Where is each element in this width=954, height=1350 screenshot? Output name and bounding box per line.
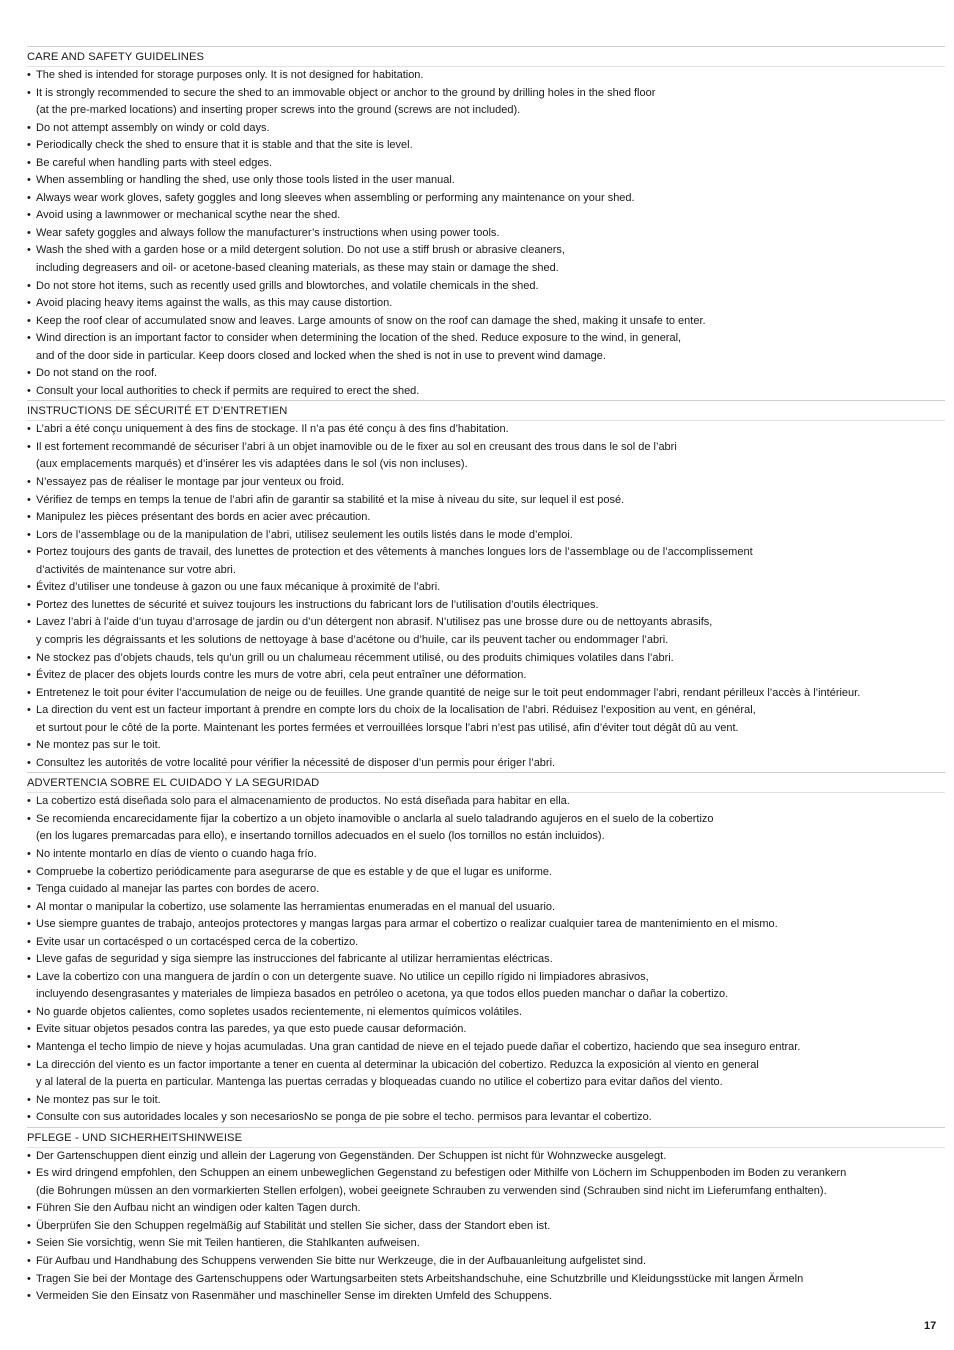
list-item-line [27, 793, 945, 811]
document-body [27, 46, 945, 1306]
list-item-text: Seien Sie vorsichtig, wenn Sie mit Teilen hantieren, die Stahlkanten aufweisen. [36, 1237, 420, 1250]
list-item-line [27, 1235, 945, 1253]
list-item-line [27, 102, 945, 120]
list-item-text: Always wear work gloves, safety goggles and long sleeves when assembling or performing any maintenance on your shed. [36, 191, 635, 204]
bullet-icon: • [27, 1111, 31, 1124]
bullet-icon: • [27, 935, 31, 948]
list-item [27, 881, 945, 899]
section-title: PFLEGE - UND SICHERHEITSHINWEISE [27, 1127, 945, 1148]
list-item [27, 439, 945, 474]
list-item-text: Lors de l’assemblage ou de la manipulation de l’abri, utilisez seulement les outils listés dans le mode d’emploi. [36, 528, 573, 541]
list-item [27, 383, 945, 401]
bullet-icon: • [27, 493, 31, 506]
list-item-line [27, 755, 945, 773]
bullet-icon: • [27, 704, 31, 717]
list-item-line [27, 667, 945, 685]
list-item-text: La direction du vent est un facteur important à prendre en compte lors du choix de la localisation de l’abri. Réduisez l’exposition au vent, en général, [36, 704, 756, 717]
list-item-text: Portez toujours des gants de travail, des lunettes de protection et des vêtements à manches longues lors de l’assemblage ou de l’accomplissement [36, 546, 753, 559]
list-item [27, 755, 945, 773]
list-item-line [27, 916, 945, 934]
list-item-line [27, 1165, 945, 1183]
list-item-line [27, 225, 945, 243]
bullet-icon: • [27, 883, 31, 896]
list-item-text: It is strongly recommended to secure the shed to an immovable object or anchor to the ground by drilling holes in the shed floor [36, 86, 656, 99]
list-item [27, 1288, 945, 1306]
list-item [27, 650, 945, 668]
bullet-icon: • [27, 279, 31, 292]
list-item-text: Lleve gafas de seguridad y siga siempre las instrucciones del fabricante al utilizar herramientas eléctricas. [36, 953, 553, 966]
bullet-icon: • [27, 156, 31, 169]
list-item-text: Lavez l’abri à l’aide d’un tuyau d’arrosage de jardin ou d’un détergent non abrasif. N’utilisez pas une brosse dure ou de nettoyants abrasifs, [36, 616, 713, 629]
list-item [27, 1004, 945, 1022]
list-item-text: (en los lugares premarcadas para ello), e insertando tornillos adecuados en el suelo (los tornillos no están incluidos). [36, 830, 605, 843]
list-item [27, 85, 945, 120]
list-item-line [27, 1109, 945, 1127]
list-item-line [27, 207, 945, 225]
list-item [27, 365, 945, 383]
list-item-text: La dirección del viento es un factor importante a tener en cuenta al determinar la ubicación del cobertizo. Reduzca la exposición al viento en general [36, 1058, 759, 1071]
list-item [27, 330, 945, 365]
list-item [27, 916, 945, 934]
section-title: CARE AND SAFETY GUIDELINES [27, 46, 945, 67]
bullet-icon: • [27, 174, 31, 187]
list-item-text: When assembling or handling the shed, use only those tools listed in the user manual. [36, 174, 455, 187]
list-item [27, 864, 945, 882]
list-item-text: Es wird dringend empfohlen, den Schuppen an einem unbeweglichen Gegenstand zu befestigen oder Mithilfe von Löchern im Schuppenboden im Boden zu verankern [36, 1167, 847, 1180]
list-item-line [27, 811, 945, 829]
list-item-line [27, 474, 945, 492]
list-item-line [27, 1074, 945, 1092]
list-item [27, 793, 945, 811]
list-item-text: Se recomienda encarecidamente fijar la cobertizo a un objeto inamovible o anclarla al suelo taladrando agujeros en el suelo de la cobertizo [36, 812, 714, 825]
list-item-text: The shed is intended for storage purposes only. It is not designed for habitation. [36, 69, 424, 81]
list-item [27, 737, 945, 755]
bullet-icon: • [27, 865, 31, 878]
list-item-text: Consultez les autorités de votre localité pour vérifier la nécessité de disposer d’un permis pour ériger l’abri. [36, 756, 556, 769]
bullet-icon: • [27, 1149, 31, 1162]
list-item-line [27, 1183, 945, 1201]
list-item-text: Periodically check the shed to ensure that it is stable and that the site is level. [36, 139, 413, 152]
bullet-icon: • [27, 1272, 31, 1285]
bullet-icon: • [27, 970, 31, 983]
list-item-text: Der Gartenschuppen dient einzig und allein der Lagerung von Gegenständen. Der Schuppen ist nicht für Wohnzwecke ausgelegt. [36, 1149, 667, 1162]
bullet-icon: • [27, 139, 31, 152]
list-item [27, 67, 945, 85]
list-item-line [27, 579, 945, 597]
list-item [27, 846, 945, 864]
list-item-line [27, 650, 945, 668]
list-item-text: Évitez de placer des objets lourds contre les murs de votre abri, cela peut entraîner une déformation. [36, 669, 527, 682]
list-item-line [27, 562, 945, 580]
list-item [27, 951, 945, 969]
bullet-icon: • [27, 440, 31, 453]
bullet-icon: • [27, 795, 31, 808]
section-4 [27, 1127, 945, 1306]
list-item-text: y compris les dégraissants et les solutions de nettoyage à base d’acétone ou d’huile, car ils peuvent tacher ou endommager l’abri. [36, 633, 669, 646]
list-item-text: Wind direction is an important factor to consider when determining the location of the shed. Reduce exposure to the wind, in general, [36, 332, 682, 345]
list-item [27, 1165, 945, 1200]
list-item-text: Consult your local authorities to check if permits are required to erect the shed. [36, 384, 420, 397]
list-item [27, 597, 945, 615]
list-item [27, 1092, 945, 1110]
list-item-text: and of the door side in particular. Keep doors closed and locked when the shed is not in use to prevent wind damage. [36, 349, 606, 362]
list-item-line [27, 1057, 945, 1075]
list-item [27, 509, 945, 527]
list-item-line [27, 1271, 945, 1289]
list-item-line [27, 846, 945, 864]
list-item-text: Use siempre guantes de trabajo, anteojos protectores y mangas largas para armar el cobertizo o realizar cualquier tarea de mantenimiento en el mismo. [36, 918, 778, 931]
list-item-text: No guarde objetos calientes, como sopletes usados recientemente, ni elementos químicos volátiles. [36, 1005, 523, 1018]
list-item-line [27, 295, 945, 313]
list-item [27, 313, 945, 331]
section-3 [27, 772, 945, 1126]
list-item-line [27, 1148, 945, 1166]
list-item-text: Compruebe la cobertizo periódicamente para asegurarse de que es estable y de que el lugar es uniforme. [36, 865, 553, 878]
list-item-line [27, 456, 945, 474]
bullet-icon: • [27, 686, 31, 699]
bullet-icon: • [27, 121, 31, 134]
list-item-line [27, 737, 945, 755]
list-item-text: Al montar o manipular la cobertizo, use solamente las herramientas enumeradas en el manual del usuario. [36, 900, 556, 913]
list-item-line [27, 702, 945, 720]
list-item-line [27, 137, 945, 155]
list-item [27, 295, 945, 313]
list-item-text: Do not stand on the roof. [36, 367, 158, 380]
bullet-icon: • [27, 332, 31, 345]
list-item-text: Tragen Sie bei der Montage des Gartenschuppens oder Wartungsarbeiten stets Arbeitshandschuhe, eine Schutzbrille und Kleidungsstücke mit langen Ärmeln [36, 1272, 804, 1285]
section-1 [27, 46, 945, 400]
bullet-icon: • [27, 598, 31, 611]
list-item-line [27, 421, 945, 439]
list-item-line [27, 120, 945, 138]
bullet-icon: • [27, 900, 31, 913]
list-item-text: Avoid placing heavy items against the walls, as this may cause distortion. [36, 297, 393, 310]
list-item-text: Ne montez pas sur le toit. [36, 1093, 161, 1106]
bullet-icon: • [27, 1202, 31, 1215]
page-number: 17 [924, 1320, 937, 1332]
list-item [27, 1057, 945, 1092]
bullet-icon: • [27, 86, 31, 99]
bullet-icon: • [27, 528, 31, 541]
list-item [27, 474, 945, 492]
list-item [27, 421, 945, 439]
list-item-text: Portez des lunettes de sécurité et suivez toujours les instructions du fabricant lors de l’utilisation d’outils électriques. [36, 598, 599, 611]
bullet-icon: • [27, 1167, 31, 1180]
list-item [27, 702, 945, 737]
list-item-line [27, 1039, 945, 1057]
list-item-text: incluyendo desengrasantes y materiales de limpieza basados en petróleo o acetona, ya que todos ellos pueden manchar o dañar la cobertizo. [36, 988, 729, 1001]
list-item-text: Vermeiden Sie den Einsatz von Rasenmäher und maschineller Sense im direkten Umfeld des Schuppens. [36, 1290, 553, 1303]
list-item [27, 1253, 945, 1271]
list-item-line [27, 864, 945, 882]
list-item [27, 242, 945, 277]
list-item [27, 934, 945, 952]
list-item-line [27, 439, 945, 457]
list-item-text: et surtout pour le côté de la porte. Maintenant les portes fermées et verrouillées lorsque l’abri n’est pas utilisé, afin d’éviter tout dégât dû au vent. [36, 721, 739, 734]
list-item-line [27, 934, 945, 952]
bullet-icon: • [27, 244, 31, 257]
bullet-icon: • [27, 1237, 31, 1250]
list-item-text: Entretenez le toit pour éviter l’accumulation de neige ou de feuilles. Une grande quantité de neige sur le toit peut endommager l’abri, rendant périlleux l’accès à l’intérieur. [36, 686, 861, 699]
list-item-text: N’essayez pas de réaliser le montage par jour venteux ou froid. [36, 476, 345, 489]
list-item-text: d’activités de maintenance sur votre abri. [36, 563, 236, 576]
list-item-text: (die Bohrungen müssen an den vormarkierten Stellen erfolgen), wobei geeignete Schrauben zu verwenden sind (Schrauben sind nicht im Lieferumfang enthalten). [36, 1184, 827, 1197]
list-item-line [27, 155, 945, 173]
list-item [27, 1235, 945, 1253]
list-item-text: Do not store hot items, such as recently used grills and blowtorches, and volatile chemicals in the shed. [36, 279, 539, 292]
list-item-text: (at the pre-marked locations) and inserting proper screws into the ground (screws are not included). [36, 104, 521, 117]
list-item [27, 1200, 945, 1218]
list-item-text: Führen Sie den Aufbau nicht an windigen oder kalten Tagen durch. [36, 1202, 361, 1215]
bullet-icon: • [27, 1219, 31, 1232]
bullet-icon: • [27, 1023, 31, 1036]
bullet-icon: • [27, 191, 31, 204]
bullet-icon: • [27, 616, 31, 629]
bullet-icon: • [27, 226, 31, 239]
list-item-text: Lave la cobertizo con una manguera de jardín o con un detergente suave. No utilice un cepillo rígido ni limpiadores abrasivos, [36, 970, 649, 983]
list-item-line [27, 1288, 945, 1306]
section-title: ADVERTENCIA SOBRE EL CUIDADO Y LA SEGURIDAD [27, 772, 945, 793]
list-item-line [27, 383, 945, 401]
bullet-icon: • [27, 476, 31, 489]
list-item-text: Be careful when handling parts with steel edges. [36, 156, 273, 169]
list-item-text: Consulte con sus autoridades locales y son necesariosNo se ponga de pie sobre el techo. permisos para levantar el cobertizo. [36, 1111, 652, 1124]
bullet-icon: • [27, 1093, 31, 1106]
list-item-line [27, 899, 945, 917]
list-item [27, 1109, 945, 1127]
list-item [27, 492, 945, 510]
list-item-line [27, 313, 945, 331]
list-item [27, 544, 945, 579]
list-item-text: Vérifiez de temps en temps la tenue de l’abri afin de garantir sa stabilité et la mise à niveau du site, sur lequel il est posé. [36, 493, 625, 506]
list-item-line [27, 85, 945, 103]
list-item-line [27, 720, 945, 738]
list-item-text: Do not attempt assembly on windy or cold days. [36, 121, 270, 134]
bullet-icon: • [27, 511, 31, 524]
section-2 [27, 400, 945, 772]
list-item-text: Évitez d’utiliser une tondeuse à gazon ou une faux mécanique à proximité de l’abri. [36, 581, 441, 594]
bullet-icon: • [27, 1058, 31, 1071]
list-item [27, 137, 945, 155]
list-item-text: Evite situar objetos pesados contra las paredes, ya que esto puede causar deformación. [36, 1023, 467, 1036]
list-item-line [27, 527, 945, 545]
list-item [27, 225, 945, 243]
bullet-icon: • [27, 918, 31, 931]
bullet-icon: • [27, 739, 31, 752]
list-item-line [27, 1200, 945, 1218]
list-item [27, 969, 945, 1004]
list-item-line [27, 951, 945, 969]
list-item-line [27, 242, 945, 260]
list-item [27, 172, 945, 190]
list-item [27, 120, 945, 138]
list-item [27, 207, 945, 225]
list-item-line [27, 685, 945, 703]
list-item-line [27, 492, 945, 510]
list-item-text: No intente montarlo en días de viento o cuando haga frío. [36, 847, 317, 860]
list-item-line [27, 1218, 945, 1236]
list-item [27, 667, 945, 685]
bullet-icon: • [27, 69, 31, 81]
list-item-line [27, 986, 945, 1004]
bullet-icon: • [27, 1040, 31, 1053]
bullet-icon: • [27, 384, 31, 397]
bullet-icon: • [27, 812, 31, 825]
list-item-text: Mantenga el techo limpio de nieve y hojas acumuladas. Una gran cantidad de nieve en el tejado puede dañar el cobertizo, haciendo que sea inseguro entrar. [36, 1040, 801, 1053]
bullet-icon: • [27, 847, 31, 860]
list-item-line [27, 632, 945, 650]
list-item-text: Tenga cuidado al manejar las partes con bordes de acero. [36, 883, 320, 896]
list-item-line [27, 614, 945, 632]
bullet-icon: • [27, 546, 31, 559]
list-item-line [27, 278, 945, 296]
list-item [27, 614, 945, 649]
list-item-text: Überprüfen Sie den Schuppen regelmäßig auf Stabilität und stellen Sie sicher, dass der Standort eben ist. [36, 1219, 551, 1232]
list-item [27, 190, 945, 208]
bullet-icon: • [27, 297, 31, 310]
list-item [27, 579, 945, 597]
bullet-icon: • [27, 756, 31, 769]
list-item-line [27, 969, 945, 987]
list-item-line [27, 509, 945, 527]
list-item-text: Ne montez pas sur le toit. [36, 739, 161, 752]
list-item-line [27, 67, 945, 85]
list-item-text: Ne stockez pas d’objets chauds, tels qu’un grill ou un chalumeau récemment utilisé, ou des produits chimiques volatiles dans l’abri. [36, 651, 674, 664]
bullet-icon: • [27, 367, 31, 380]
bullet-icon: • [27, 651, 31, 664]
bullet-icon: • [27, 1005, 31, 1018]
list-item-line [27, 544, 945, 562]
list-item [27, 1021, 945, 1039]
list-item [27, 1271, 945, 1289]
list-item-line [27, 1253, 945, 1271]
list-item-text: Il est fortement recommandé de sécuriser l’abri à un objet inamovible ou de le fixer au sol en creusant des trous dans le sol de l’abri [36, 440, 677, 453]
list-item [27, 527, 945, 545]
bullet-icon: • [27, 953, 31, 966]
bullet-icon: • [27, 314, 31, 327]
list-item-line [27, 881, 945, 899]
list-item-line [27, 597, 945, 615]
list-item [27, 811, 945, 846]
list-item [27, 155, 945, 173]
list-item-line [27, 1092, 945, 1110]
list-item-line [27, 365, 945, 383]
bullet-icon: • [27, 1290, 31, 1303]
bullet-icon: • [27, 1255, 31, 1267]
list-item-line [27, 190, 945, 208]
list-item [27, 685, 945, 703]
list-item-line [27, 172, 945, 190]
list-item-line [27, 348, 945, 366]
list-item [27, 278, 945, 296]
list-item-line [27, 330, 945, 348]
list-item-text: including degreasers and oil- or acetone-based cleaning materials, as these may stain or damage the shed. [36, 262, 559, 275]
list-item-text: Evite usar un cortacésped o un cortacésped cerca de la cobertizo. [36, 935, 359, 948]
list-item-line [27, 828, 945, 846]
list-item-text: La cobertizo está diseñada solo para el almacenamiento de productos. No está diseñada para habitar en ella. [36, 795, 570, 808]
list-item [27, 1148, 945, 1166]
section-title: INSTRUCTIONS DE SÉCURITÉ ET D’ENTRETIEN [27, 400, 945, 421]
bullet-icon: • [27, 209, 31, 222]
list-item-text: L’abri a été conçu uniquement à des fins de stockage. Il n’a pas été conçu à des fins d’habitation. [36, 423, 509, 436]
list-item [27, 899, 945, 917]
list-item [27, 1039, 945, 1057]
list-item-text: Manipulez les pièces présentant des bords en acier avec précaution. [36, 511, 371, 524]
list-item-line [27, 1021, 945, 1039]
list-item-text: y al lateral de la puerta en particular. Mantenga las puertas cerradas y bloqueadas cuando no utilice el cobertizo para evitar daños del viento. [36, 1076, 723, 1089]
list-item-text: Wash the shed with a garden hose or a mild detergent solution. Do not use a stiff brush or abrasive cleaners, [36, 244, 565, 257]
list-item-line [27, 1004, 945, 1022]
bullet-icon: • [27, 581, 31, 594]
list-item [27, 1218, 945, 1236]
list-item-text: Wear safety goggles and always follow the manufacturer’s instructions when using power tools. [36, 226, 500, 239]
list-item-line [27, 260, 945, 278]
bullet-icon: • [27, 669, 31, 682]
list-item-text: (aux emplacements marqués) et d’insérer les vis adaptées dans le sol (vis non incluses). [36, 458, 468, 471]
list-item-text: Für Aufbau und Handhabung des Schuppens verwenden Sie bitte nur Werkzeuge, die in der Aufbauanleitung aufgelistet sind. [36, 1255, 647, 1267]
bullet-icon: • [27, 423, 31, 436]
list-item-text: Keep the roof clear of accumulated snow and leaves. Large amounts of snow on the roof can damage the shed, making it unsafe to enter. [36, 314, 706, 327]
list-item-text: Avoid using a lawnmower or mechanical scythe near the shed. [36, 209, 341, 222]
